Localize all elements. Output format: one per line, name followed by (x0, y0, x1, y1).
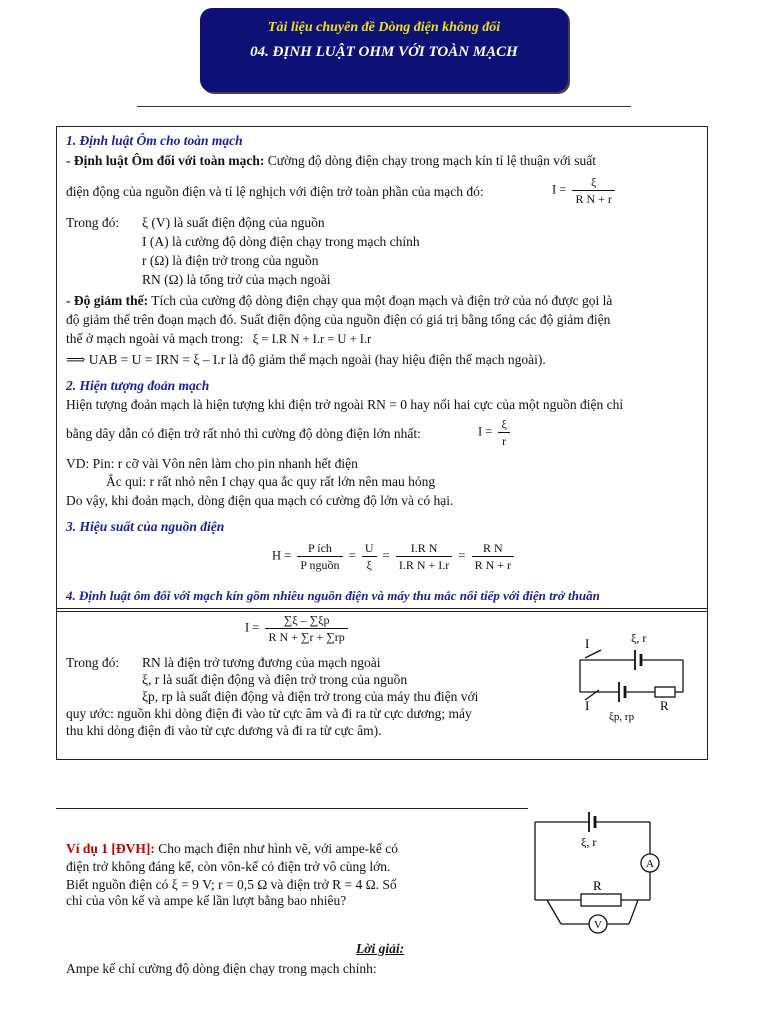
drop-line3 (66, 331, 371, 347)
ohm-law-text: Cường độ dòng điện chạy trong mạch kín tỉ lệ thuận với suất (264, 153, 597, 168)
circ1-current-bottom-label: I (585, 698, 590, 713)
eff-f3-den: I.R N + I.r (398, 558, 450, 572)
section2-heading: 2. Hiện tượng đoản mạch (66, 378, 210, 393)
voltmeter-label: V (594, 919, 602, 931)
circ1-source-label: ξ, r (631, 631, 647, 645)
def-emf: ξ (V) là suất điện động của nguồn (142, 215, 325, 230)
example-text1: Cho mạch điện như hình vẽ, với ampe-kế có (154, 841, 399, 856)
short-circuit-formula (478, 416, 513, 449)
eff-f4-den: R N + r (474, 558, 512, 572)
sc-lhs: I = (478, 424, 493, 439)
eff-f4-num: R N (472, 540, 514, 557)
eff-f3-num: I.R N (396, 540, 452, 557)
ms-lhs: I = (245, 620, 260, 635)
circ2-resistor-label: R (593, 878, 602, 893)
solution-line1: Ampe kế chỉ cường độ dòng điện chạy trong mạch chính: (66, 961, 377, 976)
circ2-source-label: ξ, r (581, 835, 597, 849)
def-external-r: RN (Ω) là tổng trở của mạch ngoài (142, 272, 331, 287)
eff-eq3: = (458, 548, 466, 563)
eff-frac4 (472, 540, 514, 573)
circ1-receiver-label: ξp, rp (609, 711, 635, 723)
formula-num: ξ (572, 174, 614, 191)
example-line4: chỉ của vôn kế và ampe kế lần lượt bằng bao nhiêu? (66, 893, 347, 908)
example-line1 (66, 841, 398, 857)
efficiency-formula (272, 540, 517, 573)
header-rule (137, 106, 631, 107)
multi-source-circuit (555, 628, 695, 728)
section4-heading: 4. Định luật ôm đối với mạch kín gồm nhiều nguồn điện và máy thu mắc nối tiếp với điện trở thuần (66, 588, 600, 603)
doc-subtitle: Tài liệu chuyên đề Dòng điện không đổi (267, 20, 501, 35)
ohm-law-label: - Định luật Ôm đối với toàn mạch: (66, 153, 265, 168)
drop-line2: độ giảm thế trên đoạn mạch đó. Suất điện động của nguồn điện có giá trị bằng tổng các độ giảm điện (66, 312, 611, 327)
example-line2: điện trở không đáng kể, còn vôn-kế có điện trở vô cùng lớn. (66, 859, 391, 874)
ammeter-label: A (646, 858, 654, 870)
solution-title: Lời giải: (356, 941, 405, 956)
example-battery: Ắc qui: r rất nhỏ nên I chạy qua ắc quy rất lớn nên mau hỏng (106, 474, 436, 489)
sc-num: ξ (498, 416, 509, 433)
doc-title: 04. ĐỊNH LUẬT OHM VỚI TOÀN MẠCH (250, 44, 518, 60)
formula-lhs: I = (552, 182, 567, 197)
drop-text3: thế ở mạch ngoài và mạch trong: (66, 331, 244, 346)
formula-den: R N + r (575, 192, 612, 206)
example-pin: VD: Pin: r cỡ vài Vôn nên làm cho pin nhanh hết điện (66, 456, 358, 471)
ms-def2: ξ, r là suất điện động và điện trở trong của nguồn (142, 672, 408, 687)
example-line3: Biết nguồn điện có ξ = 9 V; r = 0,5 Ω và điện trở R = 4 Ω. Số (66, 877, 397, 892)
circ1-resistor-label: R (660, 698, 669, 713)
eff-frac3 (396, 540, 452, 573)
drop-line1 (66, 293, 612, 309)
short-circuit-conclusion: Do vậy, khi đoản mạch, dòng điện qua mạch có cường độ lớn và có hại. (66, 493, 454, 508)
section3-heading: 3. Hiệu suất của nguồn điện (66, 519, 225, 534)
formula-fraction (572, 174, 614, 207)
def-current: I (A) là cường độ dòng điện chạy trong mạch chính (142, 234, 420, 249)
eff-f1-num: P ích (297, 540, 342, 557)
ohm-law-line2 (66, 184, 484, 200)
sc-den: r (502, 434, 507, 448)
sc-fraction (498, 416, 509, 449)
uab-line: ⟹ UAB = U = IRN = ξ – I.r là độ giảm thế mạch ngoài (hay hiệu điện thế mạch ngoài). (66, 352, 546, 367)
eff-f2-num: U (362, 540, 377, 557)
ms-fraction (265, 612, 347, 645)
ms-def4: quy ước: nguồn khi dòng điện đi vào từ cực âm và đi ra từ cực dương; máy (66, 706, 472, 721)
eff-lhs: H = (272, 548, 292, 563)
ms-num: ∑ξ – ∑ξp (265, 612, 347, 629)
short-circuit-line2: bằng dây dẫn có điện trở rất nhỏ thì cường độ dòng điện lớn nhất: (66, 426, 421, 441)
eff-f1-den: P nguồn (300, 558, 340, 572)
where-label: Trong đó: (66, 215, 120, 230)
ohm-law-text2: điện động của nguồn điện và tỉ lệ nghịch với điện trở toàn phần của mạch đó: (66, 184, 484, 199)
ms-def5: thu khi dòng điện đi vào từ cực dương và đi ra từ cực âm). (66, 723, 382, 738)
multi-source-formula (245, 612, 351, 645)
eff-f2-den: ξ (366, 558, 372, 572)
circ1-current-top-label: I (585, 636, 590, 651)
drop-text: Tích của cường độ dòng điện chạy qua một đoạn mạch và điện trở của nó được gọi là (148, 293, 613, 308)
eff-frac2 (362, 540, 377, 573)
ms-where: Trong đó: (66, 655, 120, 670)
def-internal-r: r (Ω) là điện trở trong của nguồn (142, 253, 319, 268)
eff-eq1: = (348, 548, 356, 563)
drop-formula: ξ = I.R N + I.r = U + I.r (252, 332, 372, 346)
ohm-law-line1 (66, 153, 596, 169)
ms-den: R N + ∑r + ∑rp (268, 630, 345, 644)
short-circuit-line1: Hiện tượng đoản mạch là hiện tượng khi điện trở ngoài RN = 0 hay nối hai cực của một nguồn điện chỉ (66, 397, 624, 412)
eff-eq2: = (382, 548, 390, 563)
ms-def3: ξp, rp là suất điện động và điện trở trong của máy thu điện với (142, 689, 479, 704)
eff-frac1 (297, 540, 342, 573)
title-banner (200, 8, 568, 92)
ms-def1: RN là điện trở tương đương của mạch ngoài (142, 655, 381, 670)
ohm-formula (552, 174, 618, 207)
example-circuit (525, 808, 675, 948)
section1-heading: 1. Định luật Ôm cho toàn mạch (66, 133, 243, 148)
example-label: Ví dụ 1 [ĐVH]: (66, 841, 155, 856)
drop-label: - Độ giảm thế: (66, 293, 149, 308)
